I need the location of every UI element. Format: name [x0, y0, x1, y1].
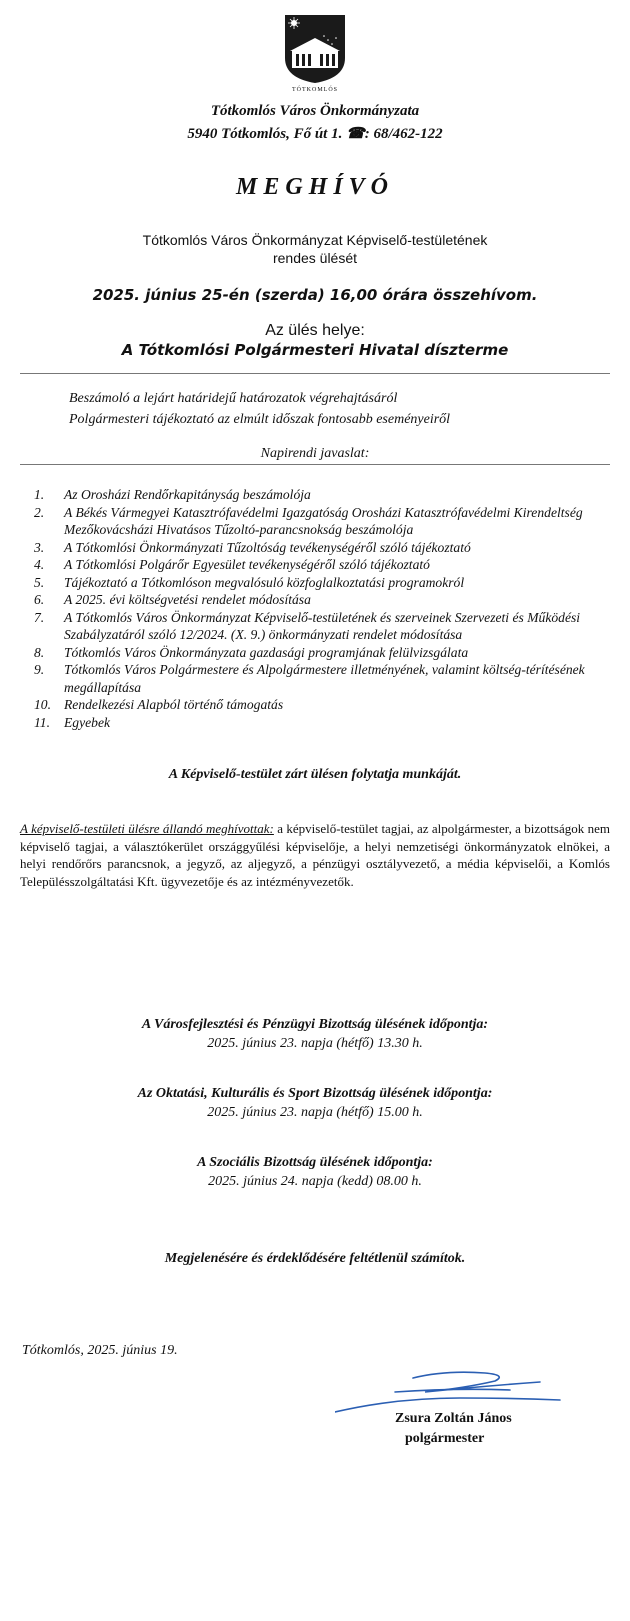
committee-meeting-title: A Szociális Bizottság ülésének időpontja: [197, 1155, 433, 1170]
agenda-item [16, 661, 616, 696]
intro-line-2: rendes ülését [272, 250, 358, 266]
city-crest-logo [284, 14, 346, 84]
agenda-item-number: 9. [34, 662, 45, 677]
agenda-item-number: 1. [34, 487, 45, 502]
invited-text: a képviselő-testület tagjai, az alpolgármester, a bizottságok nem képviselő tagjai, a választókerület országgyűlési képviselője, a helyi nemzetiségi önkormányzatok elnökei, a helyi rendőrőrs parancsnok, a jegyző, az aljegyző, a pénzügyi osztályvezető, a média képviselői, a Komlós Településszolgáltatási Kft. ügyvezetője és az intézményvezetők. [20, 821, 610, 889]
agenda-item-text: A Tótkomlós Város Önkormányzat Képviselő-testületének és szerveinek Szervezeti és Működési Szabályzatáról szóló 12/2024. (X. 9.) önkormányzati rendelet módosítása [64, 609, 581, 642]
agenda-item-text: A Tótkomlósi Polgárőr Egyesület tevékenységéről szóló tájékoztató [64, 557, 430, 572]
committee-meeting-time: 2025. június 24. napja (kedd) 08.00 h. [208, 1174, 422, 1189]
committee-meeting-time: 2025. június 23. napja (hétfő) 13.30 h. [207, 1036, 423, 1051]
agenda-item [16, 591, 616, 609]
agenda-item-text: Egyebek [64, 714, 111, 730]
divider [20, 464, 610, 465]
agenda-item-text: A 2025. évi költségvetési rendelet módosítása [64, 592, 311, 607]
agenda-item-text: Rendelkezési Alapból történő támogatás [64, 697, 284, 712]
agenda-item-number: 3. [34, 539, 45, 555]
agenda-item [16, 504, 616, 539]
agenda-item-text: Tájékoztató a Tótkomlóson megvalósuló közfoglalkoztatási programokról [64, 574, 465, 590]
preliminary-item: Beszámoló a lejárt határidejű határozatok végrehajtásáról [69, 391, 398, 406]
intro-line-1: Tótkomlós Város Önkormányzat Képviselő-testületének [142, 232, 488, 248]
venue-name: A Tótkomlósi Polgármesteri Hivatal díszterme [121, 341, 509, 359]
closing-line: Megjelenésére és érdeklődésére feltétlenül számítok. [164, 1251, 466, 1266]
organization-address: 5940 Tótkomlós, Fő út 1. ☎: 68/462-122 [187, 126, 443, 142]
committee-meeting-title: A Városfejlesztési és Pénzügyi Bizottság ülésének időpontja: [141, 1017, 489, 1032]
invited-lead: A képviselő-testületi ülésre állandó meghívottak: [20, 821, 274, 836]
agenda-list [16, 486, 616, 731]
agenda-item-number: 11. [34, 714, 50, 730]
signer-title: polgármester [405, 1431, 485, 1446]
agenda-item [16, 486, 616, 504]
organization-name: Tótkomlós Város Önkormányzata [210, 103, 420, 119]
agenda-item-number: 6. [34, 592, 45, 607]
agenda-item-text: Az Orosházi Rendőrkapitányság beszámolója [64, 487, 311, 502]
agenda-item-number: 7. [34, 609, 45, 625]
agenda-item [16, 714, 616, 732]
agenda-item [16, 696, 616, 714]
agenda-item-number: 8. [34, 644, 45, 660]
agenda-item-text: Tótkomlós Város Polgármestere és Alpolgármestere illetményének, valamint költség-térítésének megállapítása [64, 662, 585, 695]
agenda-item-text: A Tótkomlósi Önkormányzati Tűzoltóság tevékenységéről szóló tájékoztató [64, 539, 471, 555]
divider [20, 373, 610, 374]
agenda-item-number: 10. [34, 697, 51, 712]
meeting-datetime: 2025. június 25-én (szerda) 16,00 órára összehívom. [92, 286, 538, 304]
invited-paragraph [20, 820, 610, 890]
venue-label: Az ülés helye: [265, 322, 365, 339]
committee-meeting-title: Az Oktatási, Kulturális és Sport Bizottság ülésének időpontja: [137, 1086, 493, 1101]
place-and-date: Tótkomlós, 2025. június 19. [22, 1343, 178, 1358]
preliminary-item: Polgármesteri tájékoztató az elmúlt időszak fontosabb eseményeiről [69, 412, 451, 427]
agenda-item-text: A Békés Vármegyei Katasztrófavédelmi Igazgatóság Orosházi Katasztrófavédelmi Kirendeltség Mezőkovácsházi Hivatásos Tűzoltó-parancsnokság beszámolója [64, 504, 583, 537]
agenda-item-number: 4. [34, 557, 45, 572]
agenda-item [16, 556, 616, 574]
signer-name: Zsura Zoltán János [395, 1411, 512, 1426]
agenda-item-text: Tótkomlós Város Önkormányzata gazdasági programjának felülvizsgálata [64, 644, 469, 660]
document-title: MEGHÍVÓ [235, 174, 395, 200]
crest-caption: TÓTKOMLÓS [292, 87, 338, 93]
agenda-item [16, 539, 616, 557]
agenda-item-number: 5. [34, 574, 45, 590]
agenda-item [16, 609, 616, 644]
closed-session-note: A Képviselő-testület zárt ülésen folytatja munkáját. [168, 767, 462, 782]
agenda-heading: Napirendi javaslat: [260, 446, 370, 461]
agenda-item-number: 2. [34, 504, 45, 520]
committee-meeting-time: 2025. június 23. napja (hétfő) 15.00 h. [207, 1105, 423, 1120]
agenda-item [16, 574, 616, 592]
agenda-item [16, 644, 616, 662]
